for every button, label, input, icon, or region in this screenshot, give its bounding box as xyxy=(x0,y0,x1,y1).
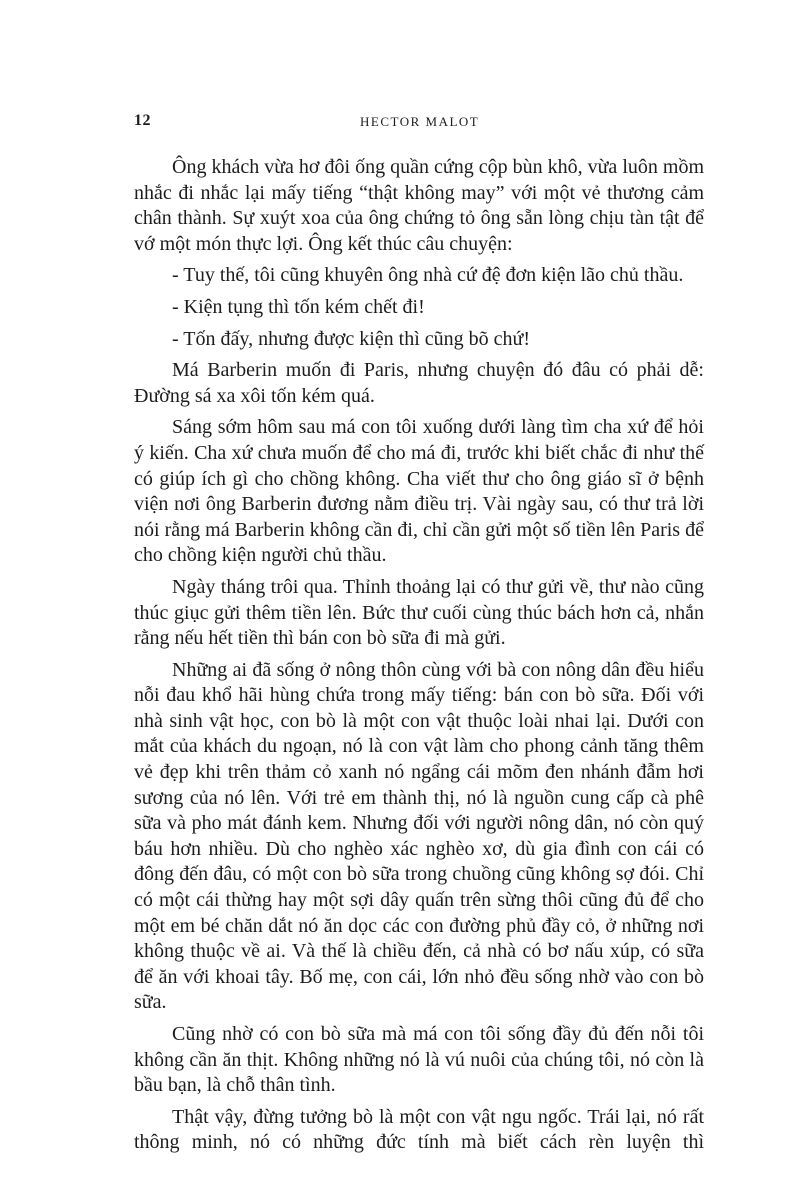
running-title: HECTOR MALOT xyxy=(360,114,480,129)
dialogue-line: - Kiện tụng thì tốn kém chết đi! xyxy=(172,295,425,318)
page-number: 12 xyxy=(134,112,151,129)
paragraph: Ngày tháng trôi qua. Thỉnh thoảng lại có thư gửi về, thư nào cũng thúc giục gửi thêm tiền lên. Bức thư cuối cùng thúc bách hơn cả, nhắn rằng nếu hết tiền thì bán con bò sữa đi mà gửi. xyxy=(134,575,704,650)
paragraph: Má Barberin muốn đi Paris, nhưng chuyện đó đâu có phải dễ: Đường sá xa xôi tốn kém quá. xyxy=(134,359,704,407)
paragraph: Sáng sớm hôm sau má con tôi xuống dưới làng tìm cha xứ để hỏi ý kiến. Cha xứ chưa muốn để cho má đi, trước khi biết chắc đi như thế có giúp ích gì cho chồng không. Cha viết thư cho ông giáo sĩ ở bệnh viện nơi ông Barberin đương nằm điều trị. Vài ngày sau, có thư trả lời nói rằng má Barberin không cần đi, chỉ cần gửi một số tiền lên Paris để cho chồng kiện người chủ thầu. xyxy=(134,416,704,567)
paragraph: Ông khách vừa hơ đôi ống quần cứng cộp bùn khô, vừa luôn mồm nhắc đi nhắc lại mấy tiếng “thật không may” với một vẻ thương cảm chân thành. Sự xuýt xoa của ông chứng tỏ ông sẵn lòng chịu tàn tật để vớ một món thực lợi. Ông kết thúc câu chuyện: xyxy=(134,156,704,255)
page-header xyxy=(134,112,694,136)
dialogue-line: - Tuy thế, tôi cũng khuyên ông nhà cứ đệ đơn kiện lão chủ thầu. xyxy=(172,264,684,287)
paragraph: Những ai đã sống ở nông thôn cùng với bà con nông dân đều hiểu nỗi đau khổ hãi hùng chứa trong mấy tiếng: bán con bò sữa. Đối với nhà sinh vật học, con bò là một con vật thuộc loài nhai lại. Dưới con mắt của khách du ngoạn, nó là con vật làm cho phong cảnh tăng thêm vẻ đẹp khi trên thảm cỏ xanh nó ngẩng cái mõm đen nhánh đẫm hơi sương của nó lên. Với trẻ em thành thị, nó là nguồn cung cấp cà phê sữa và pho mát đánh kem. Nhưng đối với người nông dân, nó còn quý báu hơn nhiều. Dù cho nghèo xác nghèo xơ, dù gia đình con cái có đông đến đâu, có một con bò sữa trong chuồng cũng không sợ đói. Chỉ có một cái thừng hay một sợi dây quấn trên sừng thôi cũng đủ để cho một em bé chăn dắt nó ăn dọc các con đường phủ đầy cỏ, ở những nơi không thuộc về ai. Và thế là chiều đến, cả nhà có bơ nấu xúp, có sữa để ăn với khoai tây. Bố mẹ, con cái, lớn nhỏ đều sống nhờ vào con bò sữa. xyxy=(134,658,704,1014)
body-text xyxy=(134,155,704,1162)
paragraph: Cũng nhờ có con bò sữa mà má con tôi sống đầy đủ đến nỗi tôi không cần ăn thịt. Không những nó là vú nuôi của chúng tôi, nó còn là bầu bạn, là chỗ thân tình. xyxy=(134,1023,704,1097)
dialogue-line: - Tốn đấy, nhưng được kiện thì cũng bõ chứ! xyxy=(172,327,531,350)
paragraph-continued: Thật vậy, đừng tưởng bò là một con vật ngu ngốc. Trái lại, nó rất thông minh, nó có những đức tính mà biết cách rèn luyện thì xyxy=(134,1105,704,1154)
